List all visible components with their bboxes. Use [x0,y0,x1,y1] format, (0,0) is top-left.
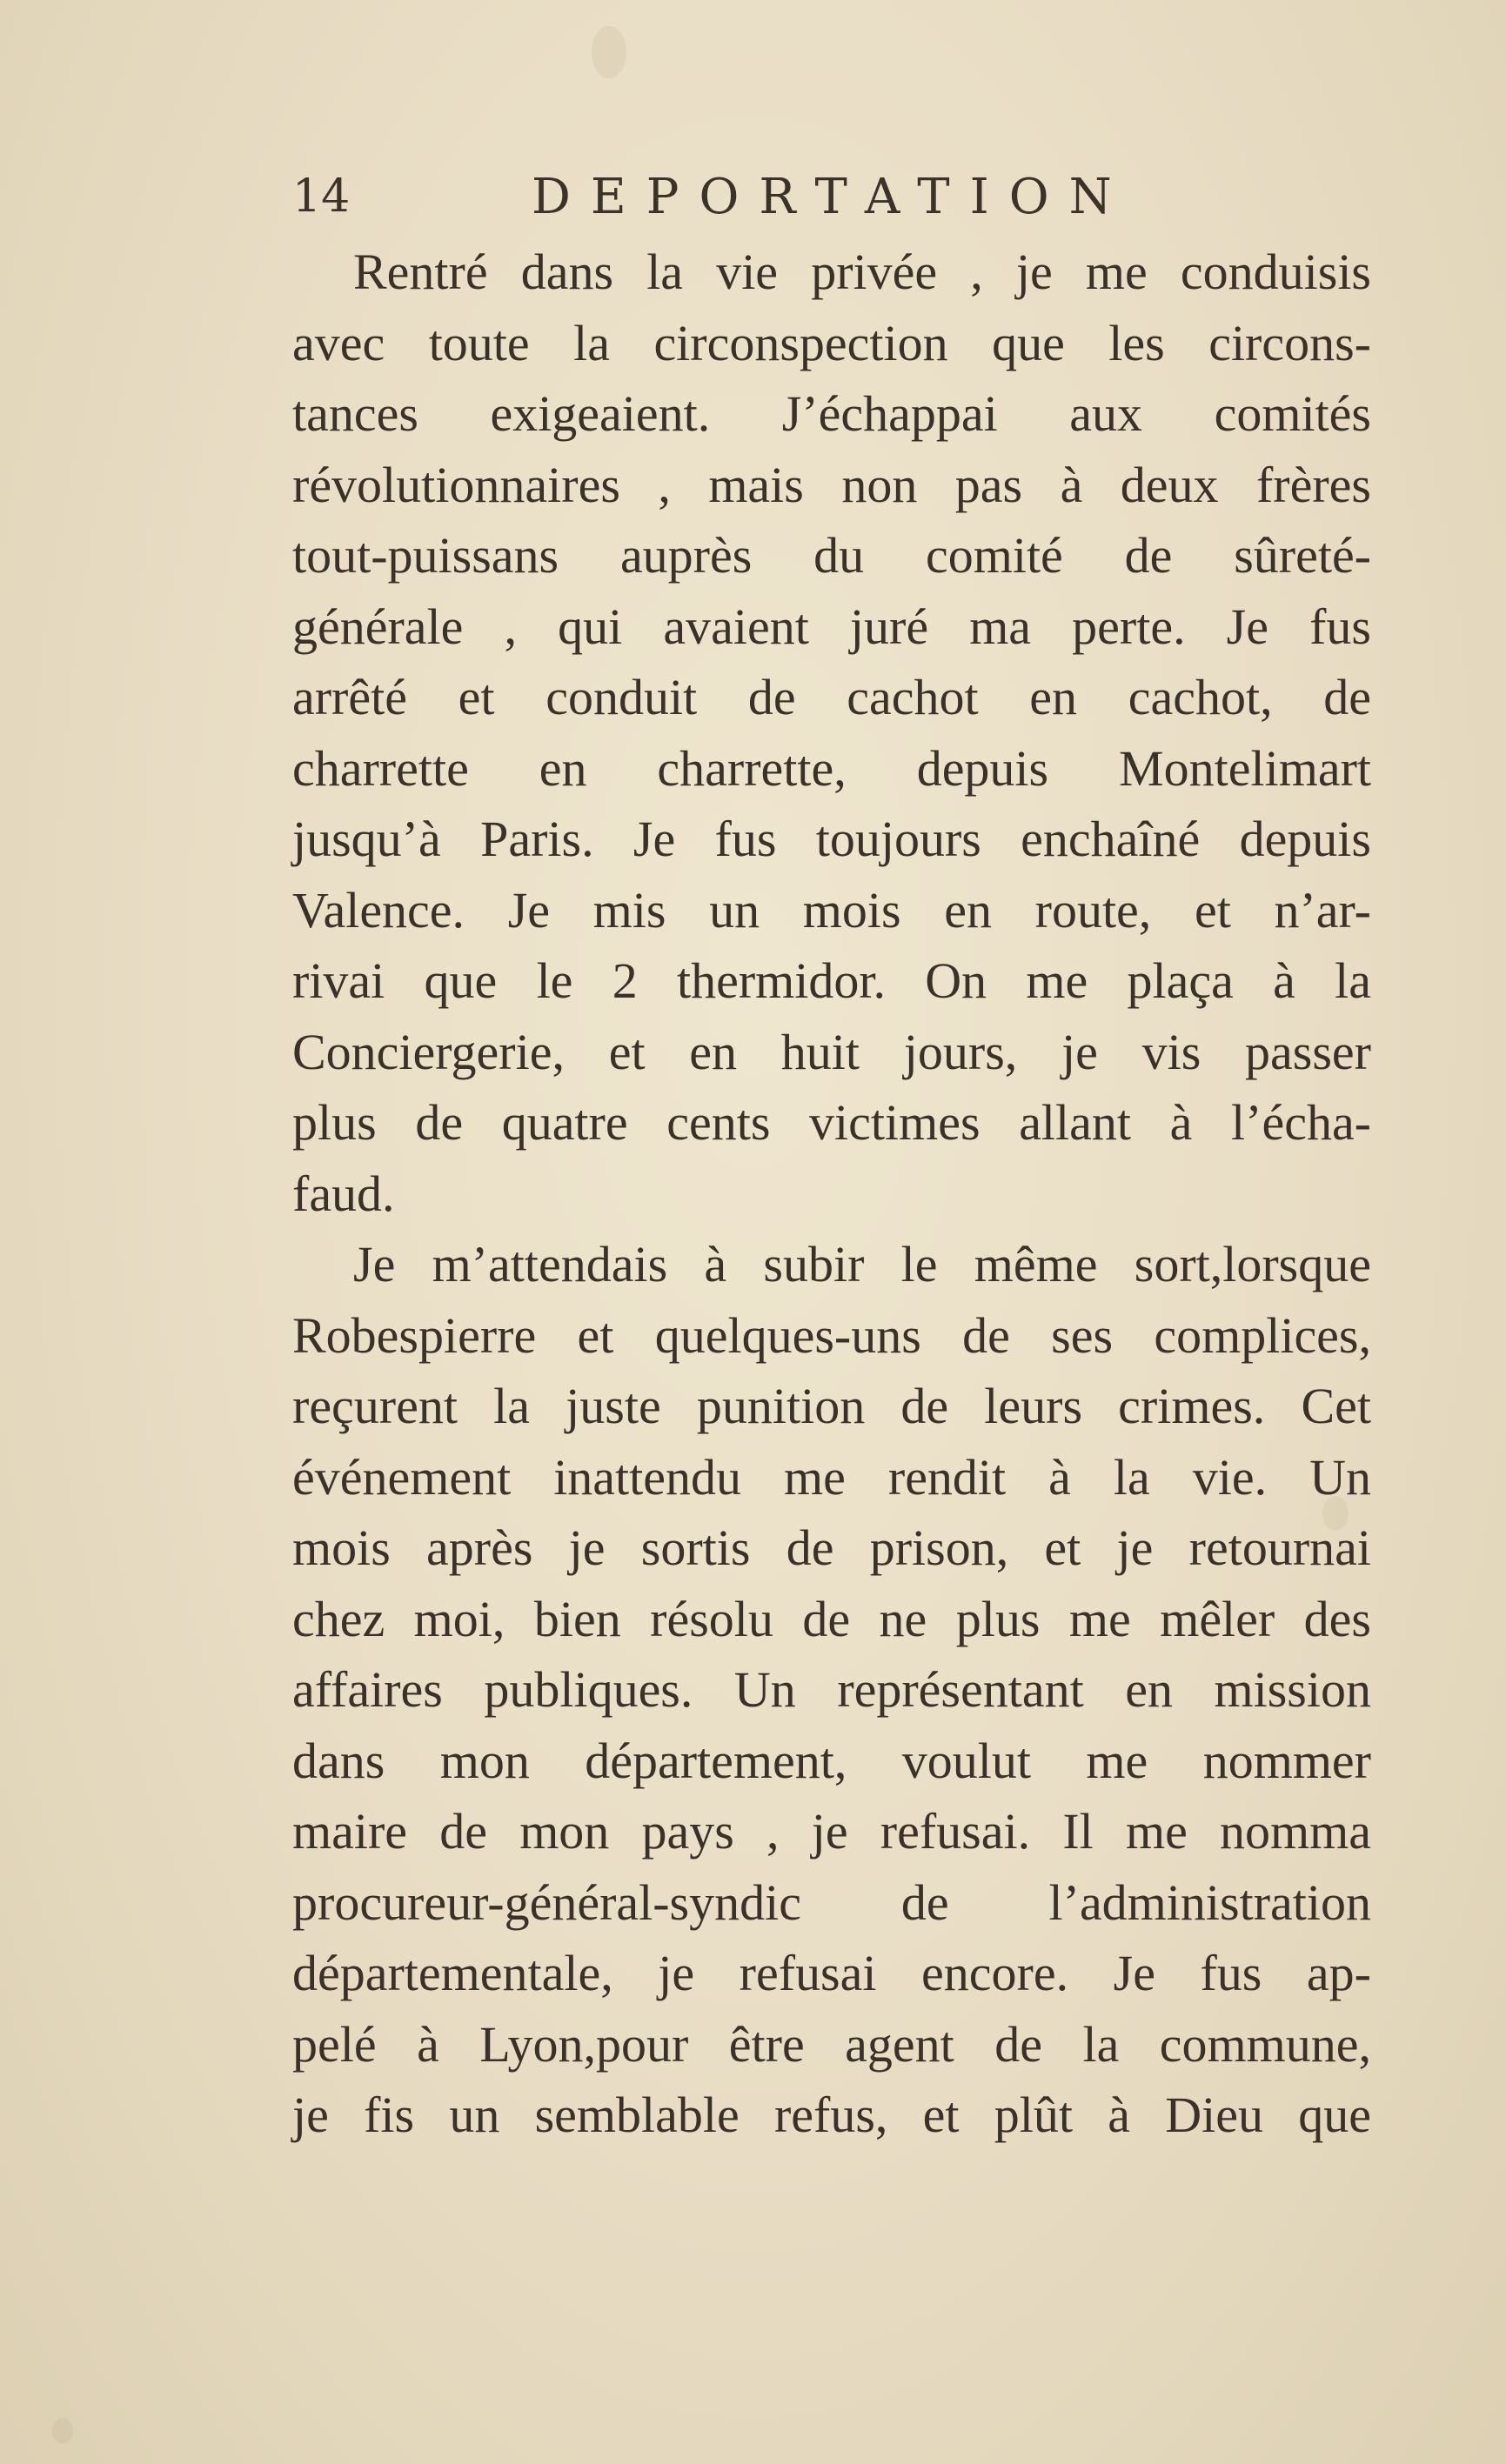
text-line: procureur-général-syndic de l’administration [292,1873,1371,1931]
text-line: dans mon département, voulut me nommer [292,1732,1371,1789]
text-line: événement inattendu me rendit à la vie. Un [292,1448,1371,1506]
text-line: Conciergerie, et en huit jours, je vis passer [292,1023,1371,1080]
running-title: DEPORTATION [532,169,1132,225]
text-line: générale , qui avaient juré ma perte. Je fus [292,598,1371,655]
text-line: Je m’attendais à subir le même sort,lorsque [353,1236,1371,1292]
text-line: Robespierre et quelques-uns de ses complices, [292,1306,1371,1364]
paper-stain [52,2418,73,2444]
text-line: rivai que le 2 thermidor. On me plaça à la [292,952,1371,1009]
text-line: je fis un semblable refus, et plût à Dieu que [292,2087,1371,2143]
text-line: arrêté et conduit de cachot en cachot, de [292,669,1371,725]
text-line: faud. [292,1165,395,1222]
paragraph [292,237,1371,1229]
text-line: chez moi, bien résolu de ne plus me mêler des [292,1590,1371,1647]
text-line: charrette en charrette, depuis Montelimart [292,739,1371,797]
text-line: Rentré dans la vie privée , je me conduisis [353,244,1371,300]
paper-stain [592,26,626,78]
text-line: pelé à Lyon,pour être agent de la commune, [292,2015,1371,2073]
text-line: tances exigeaient. J’échappai aux comités [292,385,1371,442]
text-line: plus de quatre cents victimes allant à l’écha- [292,1094,1371,1151]
text-line: révolutionnaires , mais non pas à deux frères [292,456,1371,513]
text-line: maire de mon pays , je refusai. Il me nomma [292,1803,1371,1860]
text-line: Valence. Je mis un mois en route, et n’ar- [292,881,1371,938]
text-line: jusqu’à Paris. Je fus toujours enchaîné depuis [292,811,1371,867]
text-line: affaires publiques. Un représentant en mission [292,1661,1371,1718]
body-text [292,237,1371,2151]
text-line: départementale, je refusai encore. Je fus ap- [292,1945,1371,2001]
text-line: reçurent la juste punition de leurs crimes. Cet [292,1378,1371,1434]
text-line: avec toute la circonspection que les circons- [292,314,1371,371]
page-number: 14 [292,170,351,223]
paragraph [292,1229,1371,2151]
page-header [292,164,1371,233]
text-line: mois après je sortis de prison, et je retournai [292,1519,1371,1576]
text-line: tout-puissans auprès du comité de sûreté- [292,527,1371,584]
